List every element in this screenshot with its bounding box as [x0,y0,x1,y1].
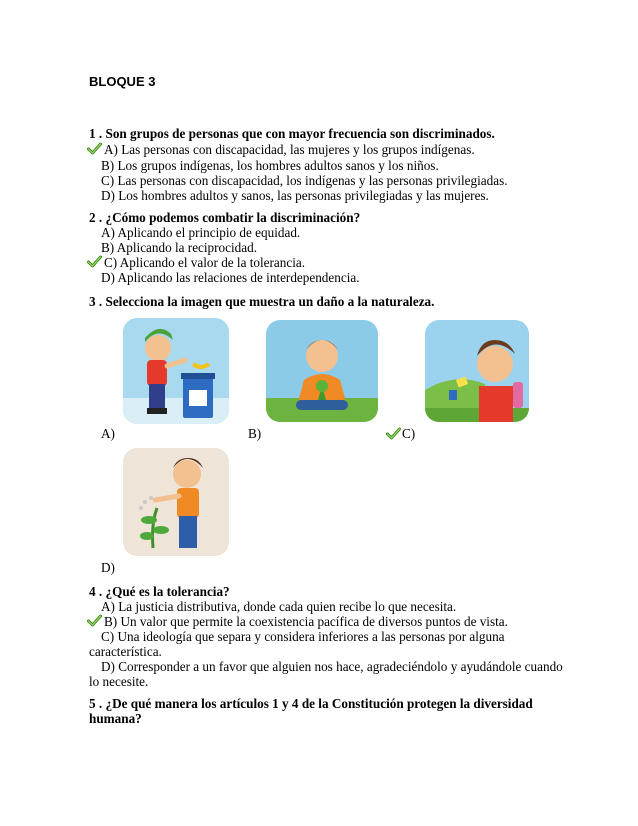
q4-option-c-continued: característica. [89,644,162,659]
q4-option-d: D) Corresponder a un favor que alguien nos hace, agradeciéndolo y ayudándole cuando [101,659,563,674]
q2-option-b: B) Aplicando la reciprocidad. [101,240,257,255]
q2-option-a: A) Aplicando el principio de equidad. [101,225,301,240]
check-icon [87,614,102,627]
image-boy-planting [266,320,378,422]
question-5: 5 . ¿De qué manera los artículos 1 y 4 de la Constitución protegen la diversidad [89,696,533,711]
check-icon [386,427,401,440]
check-icon [87,255,102,268]
q1-option-a: A) Las personas con discapacidad, las mujeres y los grupos indígenas. [104,142,475,157]
q4-option-b: B) Un valor que permite la coexistencia pacífica de diversos puntos de vista. [104,614,508,629]
q2-option-c: C) Aplicando el valor de la tolerancia. [104,255,306,270]
q2-option-d: D) Aplicando las relaciones de interdependencia. [101,270,360,285]
q4-option-d-continued: lo necesite. [89,674,149,689]
question-3: 3 . Selecciona la imagen que muestra un daño a la naturaleza. [89,294,435,309]
question-1: 1 . Son grupos de personas que con mayor frecuencia son discriminados. [89,126,495,141]
q4-option-c: C) Una ideología que separa y considera inferiores a las personas por alguna [101,629,505,644]
image-label-b: B) [248,426,262,441]
page-title: BLOQUE 3 [89,74,156,89]
q1-option-d: D) Los hombres adultos y sanos, las personas privilegiadas y las mujeres. [101,188,489,203]
image-label-c: C) [402,426,416,441]
image-label-d: D) [101,560,115,575]
check-icon [87,142,102,155]
q4-option-a: A) La justicia distributiva, donde cada quien recibe lo que necesita. [101,599,457,614]
image-boy-littering [425,320,529,422]
q1-option-b: B) Los grupos indígenas, los hombres adultos sanos y los niños. [101,158,439,173]
question-5-continued: humana? [89,711,142,726]
image-boy-recycling [123,318,229,424]
image-boy-watering [123,448,229,556]
question-4: 4 . ¿Qué es la tolerancia? [89,584,230,599]
image-label-a: A) [101,426,115,441]
q1-option-c: C) Las personas con discapacidad, los indígenas y las personas privilegiadas. [101,173,508,188]
question-2: 2 . ¿Cómo podemos combatir la discriminación? [89,210,361,225]
